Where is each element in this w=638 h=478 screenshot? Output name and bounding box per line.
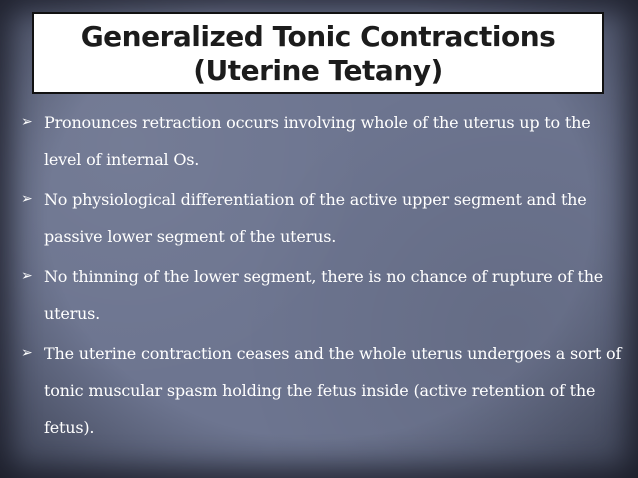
slide-title-line-1: Generalized Tonic Contractions xyxy=(80,20,556,53)
arrowhead-bullet-icon: ➢ xyxy=(21,268,33,284)
bullet-item-4 xyxy=(20,335,625,446)
arrowhead-bullet-icon: ➢ xyxy=(21,191,33,207)
slide-title-line-2: (Uterine Tetany) xyxy=(193,54,443,87)
bullet-text-2: No physiological differentiation of the active upper segment and the passive lower segment of the uterus. xyxy=(44,190,587,246)
bullet-item-2 xyxy=(20,181,625,255)
title-box xyxy=(32,12,604,94)
bullet-text-3: No thinning of the lower segment, there is no chance of rupture of the uterus. xyxy=(44,267,604,323)
arrowhead-bullet-icon: ➢ xyxy=(21,345,33,361)
bullet-list xyxy=(20,104,625,449)
bullet-item-1 xyxy=(20,104,625,178)
bullet-item-3 xyxy=(20,258,625,332)
bullet-text-4: The uterine contraction ceases and the whole uterus undergoes a sort of tonic muscular spasm holding the fetus inside (active retention of the fetus). xyxy=(44,344,622,437)
bullet-text-1: Pronounces retraction occurs involving whole of the uterus up to the level of internal Os. xyxy=(44,113,591,169)
arrowhead-bullet-icon: ➢ xyxy=(21,114,33,130)
